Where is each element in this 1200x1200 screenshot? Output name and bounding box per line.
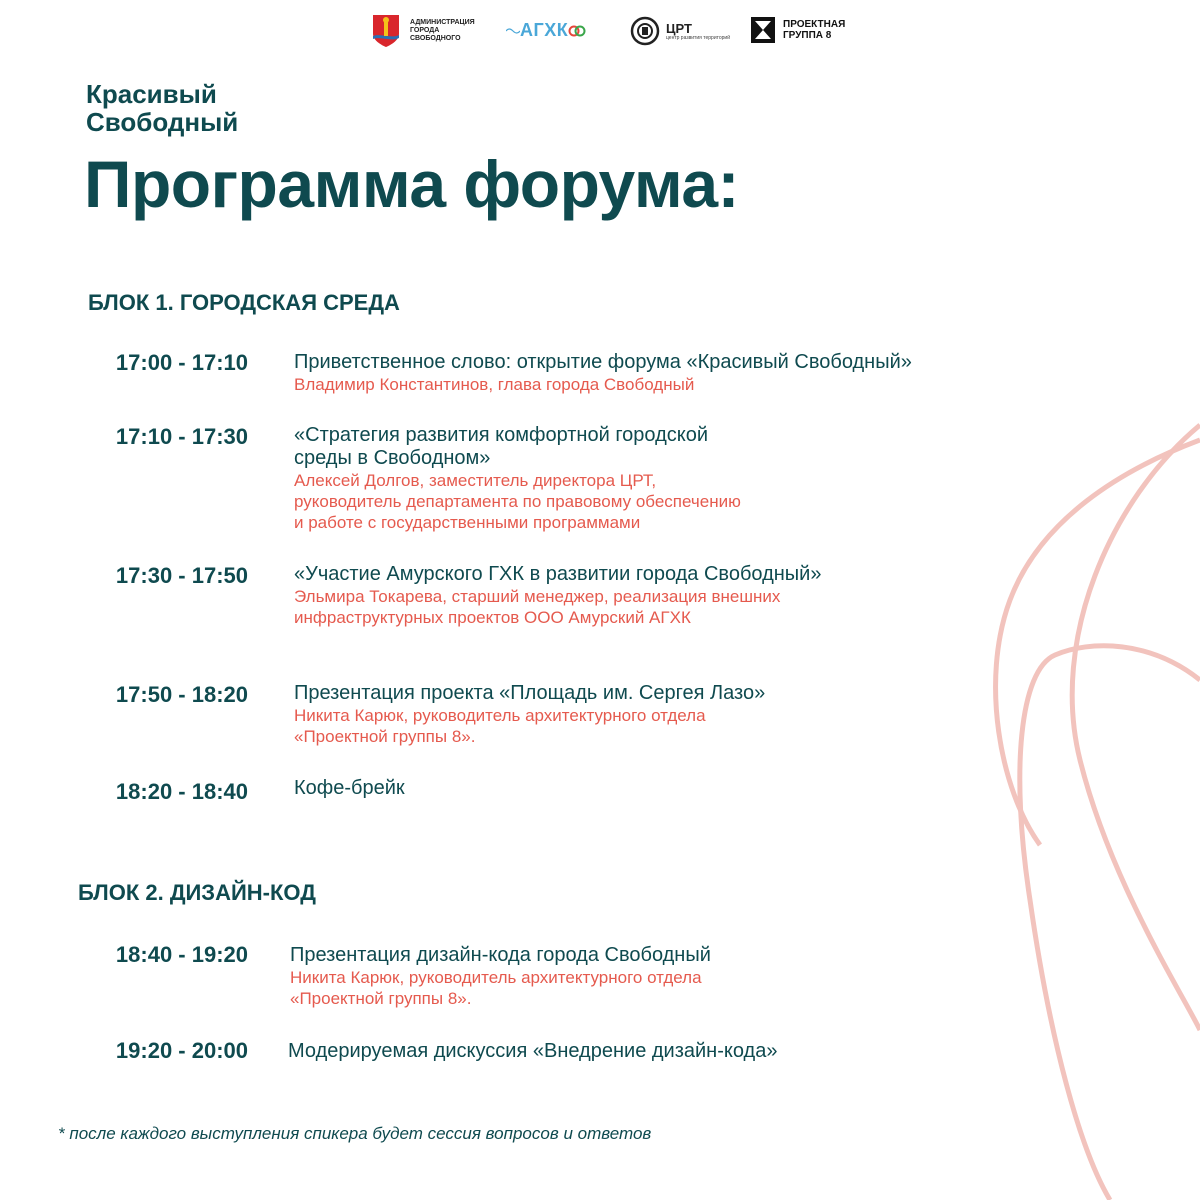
crt-subtitle: центр развития территорий <box>666 34 730 41</box>
schedule-time: 18:20 - 18:40 <box>115 779 248 804</box>
logo-admin-line2: ГОРОДА <box>410 27 440 34</box>
session-title: «Участие Амурского ГХК в развитии города Свободный» <box>294 563 822 585</box>
session-title: Презентация дизайн-кода города Свободный <box>290 944 711 966</box>
footnote: * после каждого выступления спикера будет сессия вопросов и ответов <box>58 1124 652 1143</box>
pg8-emblem-icon <box>751 17 775 43</box>
logo-crt <box>630 16 730 46</box>
schedule-time: 17:10 - 17:30 <box>115 424 248 449</box>
schedule-time: 17:30 - 17:50 <box>115 563 248 588</box>
schedule-time: 17:00 - 17:10 <box>115 350 248 375</box>
page-title: Программа форума: <box>84 147 740 221</box>
schedule-item <box>294 777 1174 800</box>
logo-project-group-8 <box>751 17 845 43</box>
crt-title: ЦРТ <box>666 20 692 36</box>
logo-agkh <box>506 20 586 41</box>
brand-line-2: Свободный <box>86 107 239 137</box>
session-title: Приветственное слово: открытие форума «Красивый Свободный» <box>294 351 912 373</box>
session-title: Модерируемая дискуссия «Внедрение дизайн-кода» <box>288 1040 778 1062</box>
schedule-item <box>294 563 1174 628</box>
session-title: «Стратегия развития комфортной городской среды в Свободном» <box>294 424 709 469</box>
schedule-item <box>294 424 1174 533</box>
agkh-logo-text: АГХК <box>520 20 569 40</box>
block-1-title: БЛОК 1. ГОРОДСКАЯ СРЕДА <box>88 290 400 315</box>
schedule-item <box>288 1040 1168 1063</box>
pg8-line1: ПРОЕКТНАЯ <box>783 19 846 30</box>
session-speaker: Алексей Долгов, заместитель директора ЦРТ, руководитель департамента по правовому обеспечению и работе с государственными программами <box>294 471 741 532</box>
agkh-rings-icon <box>568 24 586 38</box>
pg8-line2: ГРУППА 8 <box>783 30 832 41</box>
session-speaker: Никита Карюк, руководитель архитектурного отдела «Проектной группы 8». <box>290 968 702 1008</box>
block-2-title: БЛОК 2. ДИЗАЙН-КОД <box>78 880 316 905</box>
logo-admin-line3: СВОБОДНОГО <box>410 35 461 42</box>
schedule-item <box>290 944 1170 1009</box>
session-speaker: Никита Карюк, руководитель архитектурного отдела «Проектной группы 8». <box>294 706 706 746</box>
session-title: Презентация проекта «Площадь им. Сергея Лазо» <box>294 682 766 704</box>
city-emblem-icon <box>372 14 400 48</box>
schedule-time: 17:50 - 18:20 <box>115 682 248 707</box>
schedule-time: 19:20 - 20:00 <box>115 1038 248 1063</box>
schedule-item <box>294 682 1174 747</box>
session-title: Кофе-брейк <box>294 777 405 799</box>
session-speaker: Владимир Константинов, глава города Свободный <box>294 375 695 394</box>
schedule-time: 18:40 - 19:20 <box>115 942 248 967</box>
schedule-item <box>294 351 1174 395</box>
session-speaker: Эльмира Токарева, старший менеджер, реализация внешних инфраструктурных проектов ООО Амурский АГХК <box>294 587 781 627</box>
agkh-waves-icon <box>506 27 520 35</box>
forum-brand <box>86 80 238 136</box>
logo-admin-line1: АДМИНИСТРАЦИЯ <box>410 19 475 26</box>
brand-line-1: Красивый <box>86 79 217 109</box>
logo-administration <box>372 14 475 48</box>
crt-emblem-icon <box>630 16 660 46</box>
